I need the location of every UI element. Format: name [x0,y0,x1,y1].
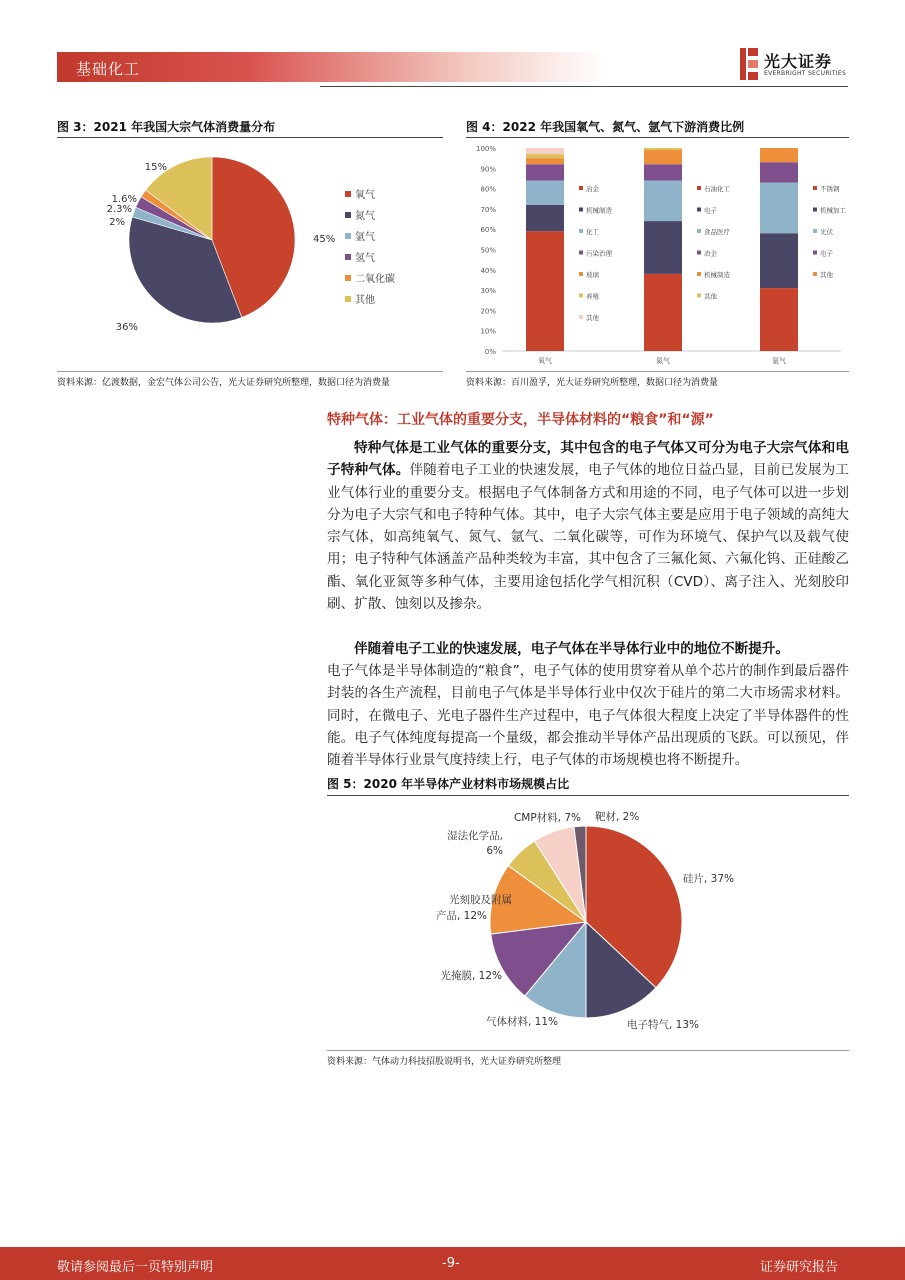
fig4-legend-label-1-3: 化工 [586,228,599,236]
brand-name-cn: 光大证券 [764,52,833,71]
fig4-legend-label-3-4: 电子 [820,249,833,258]
fig5-data-label-4: 光掩膜, 12% [440,970,502,982]
fig4-bar-3-segment-1 [760,288,798,351]
fig4-y-tick-0: 0% [484,348,496,356]
fig4-category-label-1: 氧气 [538,357,552,365]
fig4-legend-label-1-5: 玻璃 [586,271,599,279]
section-name: 基础化工 [76,60,141,78]
section-heading: 特种气体：工业气体的重要分支，半导体材料的“粮食”和“源” [327,412,714,428]
fig3-legend-swatch-4 [345,254,351,260]
fig4-legend-swatch-1-2 [579,208,583,212]
fig4-bar-2-segment-6 [644,148,682,150]
fig4-legend-swatch-1-4 [579,251,583,255]
fig4-legend-swatch-1-6 [579,294,583,298]
fig4-legend-label-1-7: 其他 [586,314,599,322]
fig4-y-tick-8: 80% [480,185,496,194]
fig4-category-label-2: 氮气 [656,357,670,365]
fig4-legend-label-3-2: 机械加工 [820,206,846,215]
fig4-bar-3-segment-5 [760,148,798,162]
fig4-legend-swatch-1-5 [579,272,583,276]
fig4-legend-label-2-4: 冶金 [704,249,717,258]
fig4-y-tick-1: 10% [480,327,496,336]
page-number: -9- [442,1256,460,1271]
fig4-legend-swatch-3-3 [813,229,817,233]
brand-mark-icon [740,48,758,80]
fig4-bar-1-segment-7 [526,148,564,154]
fig4-bar-2-segment-4 [644,164,682,180]
fig4-legend-label-1-6: 养殖 [586,292,599,301]
fig3-source: 资料来源：亿渡数据，金宏气体公司公告，光大证券研究所整理，数据口径为消费量 [57,378,391,388]
fig4-bar-1-segment-5 [526,158,564,164]
fig4-y-tick-2: 20% [480,307,496,316]
fig3-data-label-1: 45% [313,234,336,245]
fig4-bar-2-segment-3 [644,180,682,221]
fig4-legend-swatch-1-3 [579,229,583,233]
fig3-legend-label-6: 其他 [355,295,375,306]
fig3-legend-label-1: 氧气 [355,190,375,201]
fig4-y-tick-5: 50% [480,246,496,255]
fig5-data-label-6-line-2: 6% [486,845,503,857]
fig3-data-label-5: 1.6% [111,194,137,205]
fig4-y-tick-7: 70% [480,205,496,214]
fig4-bar-3-segment-4 [760,162,798,182]
fig4-legend-swatch-3-2 [813,208,817,212]
fig4-y-tick-3: 30% [480,287,496,296]
paragraph-2-lead: 伴随着电子工业的快速发展，电子气体在半导体行业中的地位不断提升。 [354,641,789,657]
fig4-legend-label-3-5: 其他 [820,271,833,279]
fig4-bar-1-segment-6 [526,154,564,158]
fig4-bar-2-segment-1 [644,274,682,351]
fig4-bottom-rule [466,371,849,372]
fig4-legend-swatch-2-1 [697,186,701,190]
fig5-data-label-3: 气体材料, 11% [485,1016,558,1028]
fig4-category-label-3: 氩气 [772,357,786,365]
fig4-bar-1-segment-3 [526,180,564,204]
fig3-bottom-rule [57,371,443,372]
fig4-legend-label-1-1: 冶金 [586,185,599,193]
fig4-legend-swatch-2-2 [697,208,701,212]
paragraph-1 [327,437,849,615]
fig5-title: 图 5：2020 年半导体产业材料市场规模占比 [327,777,570,791]
paragraph-2-lead-line [327,638,849,660]
brand-name-en: EVERBRIGHT SECURITIES [764,70,847,77]
fig3-legend-label-3: 氩气 [355,232,375,243]
fig3-legend-label-4: 氢气 [355,253,375,264]
fig4-legend-label-1-2: 机械制造 [586,206,612,215]
paragraph-1-body: 伴随着电子工业的快速发展，电子气体的地位日益凸显，目前已发展为工业气体行业的重要分支。根据电子气体制备方式和用途的不同，电子气体可以进一步划分为电子大宗气和电子特种气体。其中，电子大宗气体主要是应用于电子领域的高纯大宗气体，如高纯氧气、氮气、氩气、二氧化碳等，可作为环境气、保护气以及载气使用；电子特种气体涵盖产品种类较为丰富，其中包含了三氟化氮、六氟化钨、正硅酸乙酯、氧化亚氮等多种气体，主要用途包括化学气相沉积（CVD）、离子注入、光刻胶印刷、扩散、蚀刻以及掺杂。 [327,462,850,613]
fig4-bar-2-segment-2 [644,221,682,274]
fig4-source: 资料来源：百川盈孚，光大证券研究所整理，数据口径为消费量 [466,378,719,388]
fig5-data-label-2: 电子特气, 13% [627,1019,700,1031]
fig4-bar-1-segment-1 [526,231,564,351]
paragraph-2: 电子气体是半导体制造的“粮食”，电子气体的使用贯穿着从单个芯片的制作到最后器件封装的各生产流程，目前电子气体是半导体行业中仅次于硅片的第二大市场需求材料。同时，在微电子、光电子器件生产过程中，电子气体很大程度上决定了半导体器件的性能。电子气体纯度每提高一个量级，都会推动半导体产品出现质的飞跃。可以预见，伴随着半导体行业景气度持续上行，电子气体的市场规模也将不断提升。 [327,663,849,769]
fig5-bottom-rule [327,1050,849,1051]
fig4-bar-1-segment-4 [526,164,564,180]
fig4-legend-swatch-3-5 [813,272,817,276]
fig5-data-label-6-line-1: 湿法化学品, [447,830,503,842]
header-rule [320,86,848,87]
fig3-title: 图 3：2021 年我国大宗气体消费量分布 [57,120,276,134]
fig4-legend-label-3-3: 光伏 [820,228,833,236]
fig4-y-tick-6: 60% [480,226,496,235]
fig4-legend-swatch-2-3 [697,229,701,233]
fig3-legend-swatch-1 [345,191,351,197]
fig5-data-label-5-line-2: 产品, 12% [435,910,487,922]
fig4-legend-swatch-1-7 [579,315,583,319]
fig4-y-tick-9: 90% [480,165,496,174]
fig4-legend-swatch-1-1 [579,186,583,190]
fig4-legend-swatch-3-4 [813,251,817,255]
fig3-data-label-4: 2.3% [106,204,132,215]
fig4-top-rule [466,137,849,138]
fig4-legend-swatch-2-5 [697,272,701,276]
fig4-stacked-bar-chart [466,140,849,370]
fig4-y-tick-10: 100% [475,145,496,153]
fig4-legend-swatch-2-6 [697,294,701,298]
fig4-legend-swatch-2-4 [697,251,701,255]
fig4-legend-swatch-3-1 [813,186,817,190]
fig4-legend-label-2-1: 石油化工 [704,185,730,193]
fig4-bar-3-segment-2 [760,233,798,288]
paragraph-1-lead: 特种气体是工业气体的重要分支，其中包含的电子气体又可分为电子大宗气体和电子特种气体。 [327,440,849,479]
fig3-data-label-3: 2% [109,217,125,228]
fig4-title: 图 4：2022 年我国氧气、氮气、氩气下游消费比例 [466,120,745,134]
footer-disclaimer: 敬请参阅最后一页特别声明 [57,1260,214,1275]
fig3-legend-swatch-6 [345,296,351,302]
fig5-pie-chart [327,797,849,1047]
fig3-data-label-2: 36% [115,322,138,333]
fig3-top-rule [57,137,443,138]
fig3-legend-label-5: 二氧化碳 [355,274,395,285]
fig5-data-label-7: CMP材料, 7% [513,812,581,824]
fig3-legend-label-2: 氮气 [355,211,375,222]
fig3-data-label-6: 15% [144,162,167,173]
fig5-data-label-5-line-1: 光刻胶及附属 [449,894,512,906]
fig5-top-rule [327,795,849,796]
fig4-bar-3-segment-3 [760,183,798,234]
fig3-legend-swatch-5 [345,275,351,281]
fig4-bar-2-segment-5 [644,150,682,164]
fig3-legend-swatch-2 [345,212,351,218]
fig4-y-tick-4: 40% [480,266,496,275]
fig5-data-label-8: 靶材, 2% [595,811,640,823]
fig4-bar-1-segment-2 [526,205,564,231]
fig4-legend-label-2-2: 电子 [704,206,717,215]
fig4-legend-label-2-5: 机械制造 [704,271,730,279]
footer-report-type: 证券研究报告 [760,1260,839,1275]
fig5-source: 资料来源：气体动力科技招股说明书，光大证券研究所整理 [327,1057,562,1067]
fig3-pie-chart [57,140,443,370]
fig4-legend-label-1-4: 污染治理 [586,249,612,258]
fig4-legend-label-2-6: 其他 [704,292,717,301]
fig3-legend-swatch-3 [345,233,351,239]
brand-logo [740,46,850,84]
fig5-data-label-1: 硅片, 37% [683,873,735,885]
fig4-legend-label-2-3: 食品医疗 [704,228,730,236]
fig4-legend-label-3-1: 不锈钢 [820,185,840,193]
